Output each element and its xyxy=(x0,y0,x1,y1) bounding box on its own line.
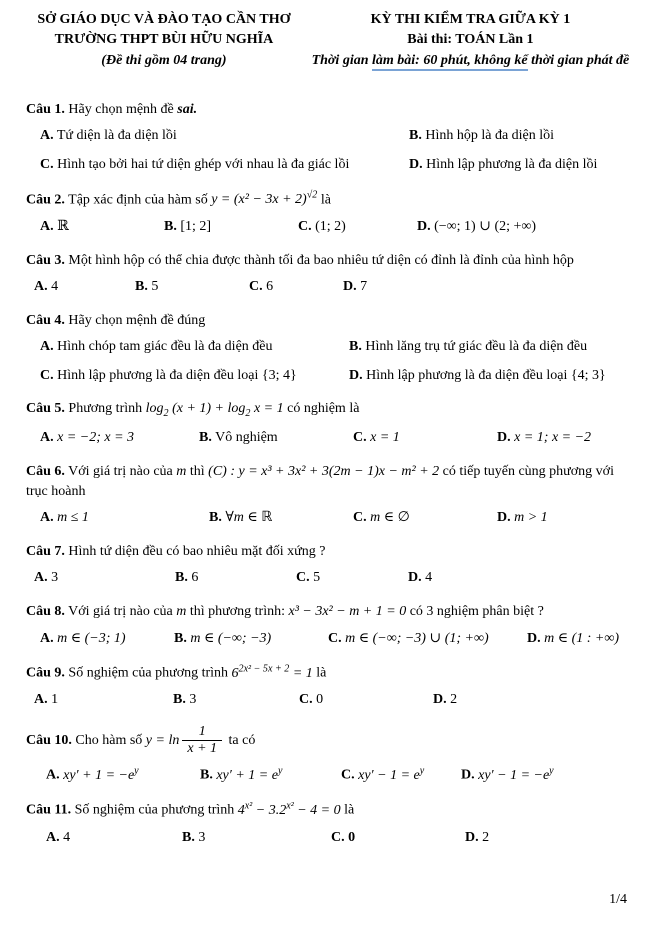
option-a: A. m ∈ (−3; 1) xyxy=(40,630,126,646)
question-7-options xyxy=(34,568,639,588)
question-7-stem xyxy=(26,542,639,562)
option-d: D. m ∈ (1 : +∞) xyxy=(527,630,620,646)
question-10 xyxy=(26,724,639,785)
question-9-number: Câu 9. xyxy=(26,665,65,681)
option-d: D. x = 1; x = −2 xyxy=(497,430,592,446)
option-a: A. Hình chóp tam giác đều là đa diện đều xyxy=(40,339,273,355)
question-2-stem: Câu 2. Tập xác định của hàm số $y = (x^2 - 3x + 2)^{√2}$ là xyxy=(26,189,331,208)
option-d: D. 2 xyxy=(465,829,490,845)
question-4-stem xyxy=(26,311,639,331)
question-3-options xyxy=(34,277,639,297)
option-d: D. Hình lập phương là đa diện đều loại {4; 3} xyxy=(349,367,606,383)
question-2-text: Tập xác định của hàm số xyxy=(68,192,212,208)
question-11-text: Số nghiệm của phương trình xyxy=(74,803,238,819)
header-right-block xyxy=(302,10,639,71)
option-d: D. $xy' - 1 = -e^y$ xyxy=(461,765,554,783)
option-b: B. $xy' + 1 = e^y$ xyxy=(200,765,283,783)
question-1-stem xyxy=(26,100,639,120)
option-d: D. (−∞; 1) ∪ (2; +∞) xyxy=(417,218,537,234)
option-b: B. Vô nghiệm xyxy=(199,430,278,446)
exam-duration-line xyxy=(302,51,639,71)
question-10-formula: y = ln xyxy=(145,732,180,748)
option-c: C. 0 xyxy=(331,829,356,845)
school-name: TRƯỜNG THPT BÙI HỮU NGHĨA xyxy=(54,32,274,48)
question-3 xyxy=(26,251,639,297)
option-d: D. Hình lập phương là đa diện lồi xyxy=(409,157,598,173)
duration-pre: Thời gian xyxy=(311,52,372,68)
question-10-number: Câu 10. xyxy=(26,732,72,748)
question-1-number: Câu 1. xyxy=(26,101,65,117)
option-a: A. 3 xyxy=(34,570,59,586)
option-c: C. $xy' - 1 = e^y$ xyxy=(341,765,425,783)
question-2-number: Câu 2. xyxy=(26,192,65,208)
option-b: B. Hình hộp là đa diện lồi xyxy=(409,128,555,144)
question-11-options xyxy=(46,828,639,848)
question-4-text: Hãy chọn mệnh đề đúng xyxy=(68,312,206,328)
fraction xyxy=(182,724,222,757)
question-10-text: Cho hàm số xyxy=(75,732,146,748)
question-2-options xyxy=(40,217,639,237)
question-8-options xyxy=(40,629,639,649)
question-8 xyxy=(26,602,639,648)
question-6-stem xyxy=(26,462,639,501)
question-9-formula: $6^{2x^2 - 5x + 2} = 1$ xyxy=(231,663,313,681)
question-5-options xyxy=(40,428,639,448)
option-a: A. x = −2; x = 3 xyxy=(40,430,135,446)
question-1-emphasis: sai. xyxy=(177,101,198,117)
question-11-number: Câu 11. xyxy=(26,803,72,819)
option-a: A. 1 xyxy=(34,692,59,708)
option-d: D. 7 xyxy=(343,279,368,295)
option-c: C. x = 1 xyxy=(353,430,400,446)
question-9-text: Số nghiệm của phương trình xyxy=(68,665,232,681)
header-left-block xyxy=(26,10,302,71)
option-b: B. Hình lăng trụ tứ giác đều là đa diện đều xyxy=(349,339,588,355)
question-5-text: Phương trình xyxy=(68,401,146,417)
department-name: SỞ GIÁO DỤC VÀ ĐÀO TẠO CẦN THƠ xyxy=(37,12,291,27)
option-b: B. 3 xyxy=(173,692,197,708)
question-10-stem: Câu 10. Cho hàm số y = ln $\frac{1}{x + 1}$ ta có xyxy=(26,723,256,757)
question-5-number: Câu 5. xyxy=(26,401,65,417)
option-c: C. m ∈ ∅ xyxy=(353,510,410,526)
question-2 xyxy=(26,189,639,237)
question-5 xyxy=(26,399,639,448)
pages-note: (Đề thi gồm 04 trang) xyxy=(101,52,227,68)
question-9 xyxy=(26,662,639,710)
option-a: A. m ≤ 1 xyxy=(40,510,89,526)
question-8-stem xyxy=(26,602,639,622)
option-b: B. 5 xyxy=(135,279,159,295)
question-1 xyxy=(26,100,639,175)
question-7-number: Câu 7. xyxy=(26,543,65,559)
question-6 xyxy=(26,462,639,528)
question-9-stem: Câu 9. Số nghiệm của phương trình $6^{2x^2 - 5x + 2} = 1$ là xyxy=(26,663,327,681)
duration-post: thời gian phát đề xyxy=(527,52,630,68)
question-7-text: Hình tứ diện đều có bao nhiêu mặt đối xứng ? xyxy=(68,543,326,559)
question-10-options xyxy=(46,764,639,785)
question-3-number: Câu 3. xyxy=(26,252,65,268)
option-a: A. ℝ xyxy=(40,218,69,234)
option-a: A. 4 xyxy=(46,829,71,845)
question-5-formula: $\log_2 (x + 1) + \log_2 x = 1$ xyxy=(145,401,284,420)
option-b: B. 3 xyxy=(182,829,206,845)
question-4-number: Câu 4. xyxy=(26,312,65,328)
option-d: D. m > 1 xyxy=(497,510,548,526)
question-11 xyxy=(26,799,639,847)
option-c: C. 0 xyxy=(299,692,324,708)
exam-title: KỲ THI KIỂM TRA GIỮA KỲ 1 xyxy=(370,12,571,27)
exam-subject: Bài thi: TOÁN Lần 1 xyxy=(407,32,534,48)
option-b: B. m ∈ (−∞; −3) xyxy=(174,630,272,646)
option-c: C. (1; 2) xyxy=(298,218,346,234)
question-4-options xyxy=(40,337,639,385)
option-a: A. $xy' + 1 = -e^y$ xyxy=(46,765,139,783)
question-1-options xyxy=(40,126,639,174)
option-c: C. 5 xyxy=(296,570,321,586)
fraction-numerator: 1 xyxy=(198,723,206,739)
option-a: A. 4 xyxy=(34,279,59,295)
question-1-text: Hãy chọn mệnh đề xyxy=(68,101,178,117)
question-list xyxy=(26,100,639,847)
option-c: C. Hình tạo bởi hai tứ diện ghép với nhau là đa giác lồi xyxy=(40,157,350,173)
fraction-denominator: x + 1 xyxy=(182,740,222,757)
option-c: C. 6 xyxy=(249,279,274,295)
question-7 xyxy=(26,542,639,588)
question-8-text: Với giá trị nào của m thì phương trình: x³ − 3x² − m + 1 = 0 có 3 nghiệm phân biệt ? xyxy=(68,603,544,619)
duration-underlined: làm bài: 60 phút, không kể xyxy=(372,53,528,71)
question-6-text: Với giá trị nào của m thì (C) : y = x³ + 3x² + 3(2m − 1)x − m² + 2 có tiếp tuyến cùng phương với trục hoành xyxy=(26,463,614,499)
question-11-stem: Câu 11. Số nghiệm của phương trình $4^{x^2} - 3.2^{x^2} - 4 = 0$ là xyxy=(26,800,355,819)
question-5-stem: Câu 5. Phương trình $\log_2 (x + 1) + \log_2 x = 1$ có nghiệm là xyxy=(26,401,360,420)
option-b: B. ∀m ∈ ℝ xyxy=(209,510,273,526)
document-header xyxy=(26,10,639,71)
page-number: 1/4 xyxy=(609,892,627,908)
question-9-options xyxy=(34,690,639,710)
question-4 xyxy=(26,311,639,386)
option-d: D. 2 xyxy=(433,692,458,708)
option-b: B. [1; 2] xyxy=(164,218,212,234)
question-11-formula: $4^{x^2} - 3.2^{x^2} - 4 = 0$ xyxy=(237,800,341,819)
question-3-text: Một hình hộp có thể chia được thành tối đa bao nhiêu tứ diện có đỉnh là đỉnh của hình hộp xyxy=(68,252,574,268)
option-a: A. Tứ diện là đa diện lồi xyxy=(40,128,177,144)
question-6-options xyxy=(40,508,639,528)
option-c: C. Hình lập phương là đa diện đều loại {3; 4} xyxy=(40,367,297,383)
question-6-number: Câu 6. xyxy=(26,463,65,479)
option-c: C. m ∈ (−∞; −3) ∪ (1; +∞) xyxy=(328,630,489,646)
option-b: B. 6 xyxy=(175,570,199,586)
question-3-stem xyxy=(26,251,639,271)
question-8-number: Câu 8. xyxy=(26,603,65,619)
option-d: D. 4 xyxy=(408,570,433,586)
question-2-formula: $y = (x^2 - 3x + 2)^{√2}$ xyxy=(211,189,318,208)
